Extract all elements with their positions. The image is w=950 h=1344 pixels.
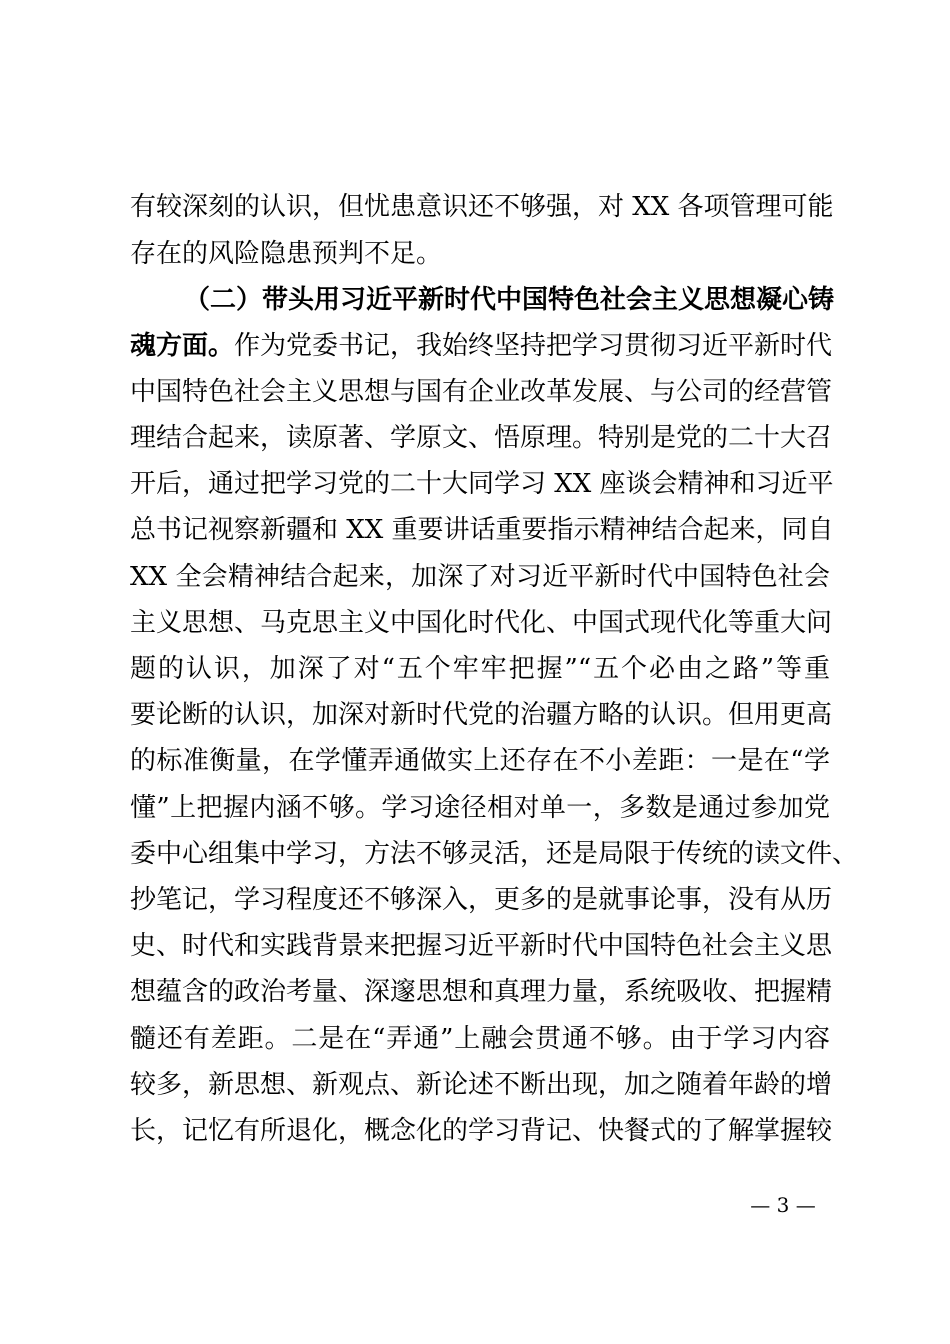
paragraph-line: 主义思想、马克思主义中国化时代化、中国式现代化等重大问 <box>130 608 833 638</box>
section-heading-end: 魂方面。 <box>130 331 235 361</box>
paragraph-line: 要论断的认识，加深对新时代党的治疆方略的认识。但用更高 <box>130 700 833 730</box>
paragraph-line: 懂”上把握内涵不够。学习途径相对单一，多数是通过参加党 <box>130 793 830 823</box>
paragraph-line: 的标准衡量，在学懂弄通做实上还存在不小差距：一是在“学 <box>130 746 830 776</box>
paragraph-line: 存在的风险隐患预判不足。 <box>130 239 443 269</box>
paragraph-line: 较多，新思想、新观点、新论述不断出现，加之随着年龄的增 <box>130 1070 833 1100</box>
paragraph-line: 委中心组集中学习，方法不够灵活，还是局限于传统的读文件、 <box>130 839 859 869</box>
paragraph-text: 作为党委书记，我始终坚持把学习贯彻习近平新时代 <box>234 331 833 361</box>
paragraph-line: XX 全会精神结合起来，加深了对习近平新时代中国特色社会 <box>130 562 830 592</box>
paragraph-line: 总书记视察新疆和 XX 重要讲话重要指示精神结合起来，同自 <box>130 515 834 545</box>
paragraph-line: 理结合起来，读原著、学原文、悟原理。特别是党的二十大召 <box>130 423 833 453</box>
paragraph-line: 有较深刻的认识，但忧患意识还不够强，对 XX 各项管理可能 <box>130 192 834 222</box>
paragraph-line: 想蕴含的政治考量、深邃思想和真理力量，系统吸收、把握精 <box>130 977 833 1007</box>
paragraph-line: 题的认识，加深了对“五个牢牢把握”“五个必由之路”等重 <box>130 654 830 684</box>
paragraph-line: 长，记忆有所退化，概念化的学习背记、快餐式的了解掌握较 <box>130 1116 833 1146</box>
paragraph-line: 中国特色社会主义思想与国有企业改革发展、与公司的经营管 <box>130 377 833 407</box>
paragraph-line: 髓还有差距。二是在“弄通”上融会贯通不够。由于学习内容 <box>130 1024 830 1054</box>
paragraph-line-mixed <box>130 328 833 364</box>
section-heading-line: （二）带头用习近平新时代中国特色社会主义思想凝心铸 <box>184 285 835 315</box>
paragraph-line: 史、时代和实践背景来把握习近平新时代中国特色社会主义思 <box>130 931 833 961</box>
paragraph-line: 开后，通过把学习党的二十大同学习 XX 座谈会精神和习近平 <box>130 469 834 499</box>
paragraph-line: 抄笔记，学习程度还不够深入，更多的是就事论事，没有从历 <box>130 885 833 915</box>
page-number: — 3 — <box>750 1193 816 1217</box>
